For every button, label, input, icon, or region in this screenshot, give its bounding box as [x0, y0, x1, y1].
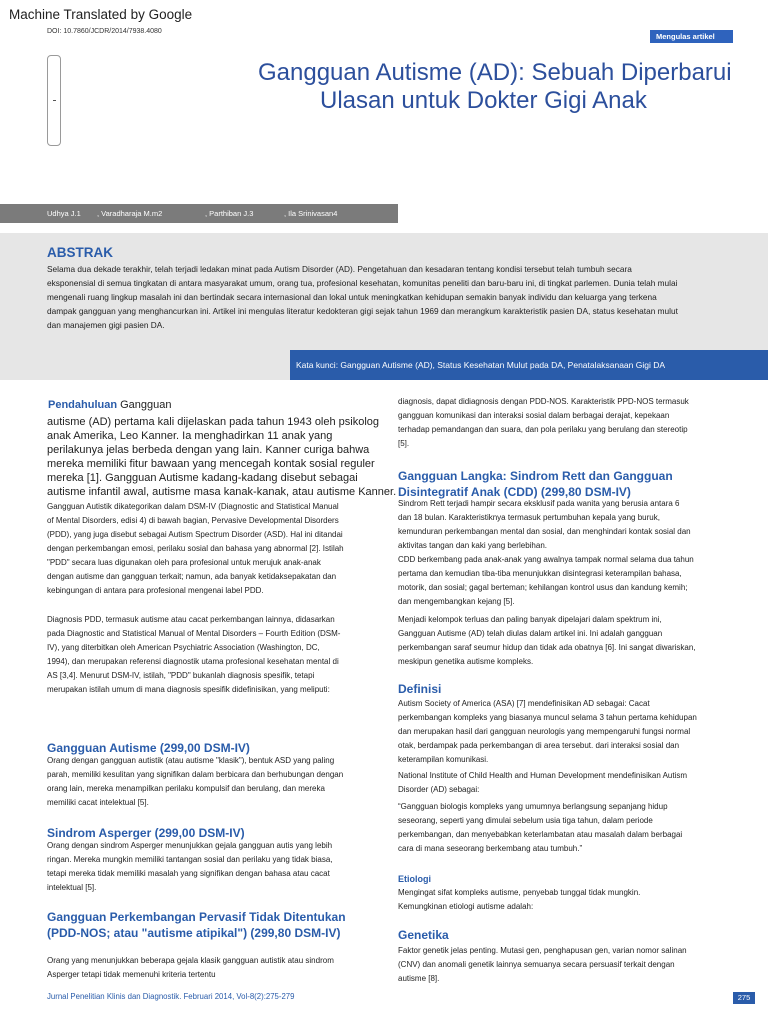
text-line: dan manajemen gigi pasien DA. [47, 320, 165, 330]
section-heading-autism: Gangguan Autisme (299,00 DSM-IV) [47, 741, 250, 755]
text-line: autisme infantil awal, autisme masa kanak-kanak, atau autisme Kanner. [47, 486, 397, 498]
section-heading-etiologi: Etiologi [398, 874, 431, 884]
machine-translated-label: Machine Translated by Google [9, 7, 193, 22]
text-line: perkembangan saraf seumur hidup dan tidak ada obatnya [6]. Ini sangat diwariskan, [398, 643, 696, 652]
text-line: parah, memiliki kesulitan yang signifikan dalam berbicara dan berhubungan dengan [47, 770, 344, 779]
page-number: 275 [733, 992, 755, 1004]
text-line: (CNV) dan anomali genetik lainnya semuanya secara persuasif terkait dengan [398, 960, 675, 969]
text-line: dengan perkembangan emosi, perilaku sosial dan bahasa yang abnormal [2]. Istilah [47, 544, 344, 553]
text-line: Autism Society of America (ASA) [7] mendefinisikan AD sebagai: Cacat [398, 699, 650, 708]
text-line: Gangguan Autistik dikategorikan dalam DSM-IV (Diagnostic and Statistical Manual [47, 502, 339, 511]
author-name: , Varadharaja M.m2 [97, 209, 163, 218]
text-line: Kemungkinan etiologi autisme adalah: [398, 902, 534, 911]
section-heading-definisi: Definisi [398, 682, 442, 696]
text-line: dan 18 bulan. Karakteristiknya termasuk pertumbuhan kepala yang buruk, [398, 513, 660, 522]
text-line: mengenali ruang lingkup masalah ini dan bertindak secara internasional dan lokal untuk meningkatkan kehidupan semakin banyak individu dan keluarga yang terkena [47, 292, 657, 302]
paragraph [398, 886, 640, 914]
text-line: Orang dengan sindrom Asperger menunjukkan gejala gangguan autis yang lebih [47, 841, 333, 850]
text-line: motorik, dan sosial; gagal berteman; kehilangan kontrol usus dan kandung kemih; [398, 583, 688, 592]
text-line: Selama dua dekade terakhir, telah terjadi ledakan minat pada Autism Disorder (AD). Pengetahuan dan kesadaran tentang kondisi tersebut telah tumbuh secara [47, 264, 632, 274]
text-line: seseorang, seperti yang dimulai sebelum usia tiga tahun, dalam periode [398, 816, 653, 825]
section-heading-rare-disorders [398, 468, 673, 500]
abstract-heading: ABSTRAK [47, 245, 113, 260]
text-line: IV), yang diterbitkan oleh American Psychiatric Association (Washington, DC, [47, 643, 320, 652]
text-line: “Gangguan biologis kompleks yang umumnya berlangsung sepanjang hidup [398, 802, 668, 811]
keywords-bar [290, 350, 768, 380]
text-line: "PDD" secara luas digunakan oleh para profesional untuk merujuk anak-anak [47, 558, 321, 567]
paragraph [398, 944, 687, 986]
section-heading-pdd-nos [47, 909, 346, 941]
text-line: memiliki cacat intelektual [5]. [47, 798, 149, 807]
paragraph [47, 613, 340, 697]
text-line: cara di mana seseorang berkembang atau tumbuh.” [398, 844, 583, 853]
section-heading-asperger: Sindrom Asperger (299,00 DSM-IV) [47, 826, 245, 840]
doi-text: DOI: 10.7860/JCDR/2014/7938.4080 [47, 28, 162, 35]
intro-paragraph [47, 415, 396, 499]
text-line: aktivitas tangan dan kaki yang berlebihan. [398, 541, 547, 550]
text-line: autisme (AD) pertama kali dijelaskan pada tahun 1943 oleh psikolog [47, 416, 380, 428]
text-line: keterampilan komunikasi. [398, 755, 489, 764]
author-name: , Ila Srinivasan4 [284, 209, 338, 218]
paragraph [398, 697, 697, 767]
text-line: perkembangan, dan menyebabkan keterlambatan atau masalah dalam berbagai [398, 830, 683, 839]
article-title-line-2: Ulasan untuk Dokter Gigi Anak [320, 87, 647, 114]
paragraph [398, 613, 696, 669]
dash-icon [53, 100, 56, 101]
text-line: 1994), dan merupakan referensi diagnostik utama profesional kesehatan mental di [47, 657, 339, 666]
text-line: National Institute of Child Health and Human Development mendefinisikan Autism [398, 771, 688, 780]
text-line: Menjadi kelompok terluas dan paling banyak dipelajari dalam spektrum ini, [398, 615, 662, 624]
text-line: kemunduran perkembangan mental dan sosial, dan menghindari kontak sosial dan [398, 527, 691, 536]
paragraph [47, 954, 334, 982]
article-title-line-1: Gangguan Autisme (AD): Sebuah Diperbarui [258, 59, 732, 86]
text-line: Orang dengan gangguan autistik (atau autisme "klasik"), bentuk ASD yang paling [47, 756, 335, 765]
text-line: of Mental Disorders, edisi 4) di bawah bagian, Pervasive Developmental Disorders [47, 516, 339, 525]
article-type-badge: Mengulas artikel [650, 30, 733, 43]
paragraph [398, 769, 687, 797]
text-line: intelektual [5]. [47, 883, 97, 892]
text-line: Disorder (AD) sebagai: [398, 785, 480, 794]
text-line: dampak gangguan yang menghancurkan ini. Artikel ini mengulas literatur kedokteran gigi sejak tahun 1969 dan merangkum karakteristik pasien DA, status kesehatan mulut [47, 306, 678, 316]
text-line: perkembangan kompleks yang biasanya muncul selama 3 tahun pertama kehidupan [398, 713, 697, 722]
paragraph [47, 839, 333, 895]
text-line: ringan. Mereka mungkin memiliki tantangan sosial dan perilaku yang tidak biasa, [47, 855, 333, 864]
text-line: eksponensial di semua tingkatan di antara masyarakat umum, orang tua, profesional kesehatan, komunitas peneliti dan baru-baru ini, di tingkat parlemen. Dunia telah mulai [47, 278, 678, 288]
text-line: dan mengembangkan kejang [5]. [398, 597, 515, 606]
heading-line: Disintegratif Anak (CDD) (299,80 DSM-IV) [398, 485, 631, 499]
abstract-text [47, 262, 678, 332]
journal-citation: Jurnal Penelitian Klinis dan Diagnostik. Februari 2014, Vol-8(2):275-279 [47, 992, 295, 1001]
text-line: otak, berdampak pada perkembangan di area tersebut. dari interaksi sosial dan [398, 741, 680, 750]
intro-lead-text: Gangguan [120, 399, 172, 411]
paragraph [398, 395, 689, 451]
text-line: orang lain, mereka menampilkan perilaku kompulsif dan berulang, dan mereka [47, 784, 325, 793]
text-line: Orang yang menunjukkan beberapa gejala klasik gangguan autistik atau sindrom [47, 956, 334, 965]
text-line: gangguan komunikasi dan interaksi sosial dalam berbagai derajat, kepekaan [398, 411, 670, 420]
paragraph [47, 500, 344, 598]
text-line: meskipun genetika autisme kompleks. [398, 657, 534, 666]
author-name: , Parthiban J.3 [205, 209, 254, 218]
text-line: pada Diagnostic and Statistical Manual of Mental Disorders – Fourth Edition (DSM- [47, 629, 341, 638]
text-line: pertama dan kemudian tiba-tiba menunjukkan disintegrasi keterampilan bahasa, [398, 569, 682, 578]
text-line: Mengingat sifat kompleks autisme, penyebab tunggal tidak mungkin. [398, 888, 641, 897]
text-line: merupakan istilah umum di mana diagnosis spesifik didefinisikan, yang meliputi: [47, 685, 330, 694]
section-heading-genetika: Genetika [398, 928, 449, 942]
text-line: Gangguan Autisme (AD) telah diulas dalam artikel ini. Ini adalah gangguan [398, 629, 663, 638]
text-line: [5]. [398, 439, 410, 448]
definition-quote [398, 800, 682, 856]
text-line: anak Amerika, Leo Kanner. Ia menghadirkan 11 anak yang [47, 430, 333, 442]
text-line: autisme [8]. [398, 974, 440, 983]
text-line: perilakunya jelas berbeda dengan yang lain. Kanner curiga bahwa [47, 444, 370, 456]
text-line: kebingungan di antara para profesional mengenai label PDD. [47, 586, 264, 595]
text-line: Faktor genetik jelas penting. Mutasi gen, penghapusan gen, varian nomor salinan [398, 946, 687, 955]
heading-line: Gangguan Perkembangan Pervasif Tidak Ditentukan [47, 910, 346, 924]
paragraph [398, 497, 694, 609]
heading-line: (PDD-NOS; atau "autisme atipikal") (299,80 DSM-IV) [47, 926, 341, 940]
text-line: (PDD), yang juga disebut sebagai Autism Spectrum Disorder (ASD). Hal ini ditandai [47, 530, 343, 539]
paragraph [47, 754, 343, 810]
intro-heading-line [48, 398, 172, 412]
text-line: diagnosis, dapat didiagnosis dengan PDD-NOS. Karakteristik PPD-NOS termasuk [398, 397, 689, 406]
text-line: Sindrom Rett terjadi hampir secara eksklusif pada wanita yang berusia antara 6 [398, 499, 680, 508]
text-line: mereka [1]. Gangguan Autisme kadang-kadang disebut sebagai [47, 472, 358, 484]
side-tab [47, 55, 61, 146]
text-line: AS [3,4]. Menurut DSM-IV, istilah, "PDD" bukanlah diagnosis spesifik, tetapi [47, 671, 315, 680]
keywords-text: Kata kunci: Gangguan Autisme (AD), Status Kesehatan Mulut pada DA, Penatalaksanaan Gigi DA [296, 360, 666, 370]
author-bar [0, 204, 398, 223]
heading-line: Gangguan Langka: Sindrom Rett dan Gangguan [398, 469, 673, 483]
text-line: mereka memiliki fitur bawaan yang mencegah kontak sosial reguler [47, 458, 375, 470]
text-line: Diagnosis PDD, termasuk autisme atau cacat perkembangan lainnya, didasarkan [47, 615, 335, 624]
text-line: Asperger tetapi tidak memenuhi kriteria tertentu [47, 970, 216, 979]
text-line: dan merupakan hasil dari gangguan neurologis yang mempengaruhi fungsi normal [398, 727, 691, 736]
text-line: terhadap pemandangan dan suara, dan pola perilaku yang berulang dan stereotip [398, 425, 688, 434]
section-heading-pendahuluan: Pendahuluan [48, 399, 118, 411]
text-line: tetapi mereka tidak memiliki masalah yang signifikan dengan bahasa atau cacat [47, 869, 330, 878]
author-name: Udhya J.1 [47, 209, 81, 218]
text-line: CDD berkembang pada anak-anak yang awalnya tampak normal selama dua tahun [398, 555, 694, 564]
text-line: dengan autisme dan gangguan terkait; namun, ada banyak ketidaksepakatan dan [47, 572, 337, 581]
